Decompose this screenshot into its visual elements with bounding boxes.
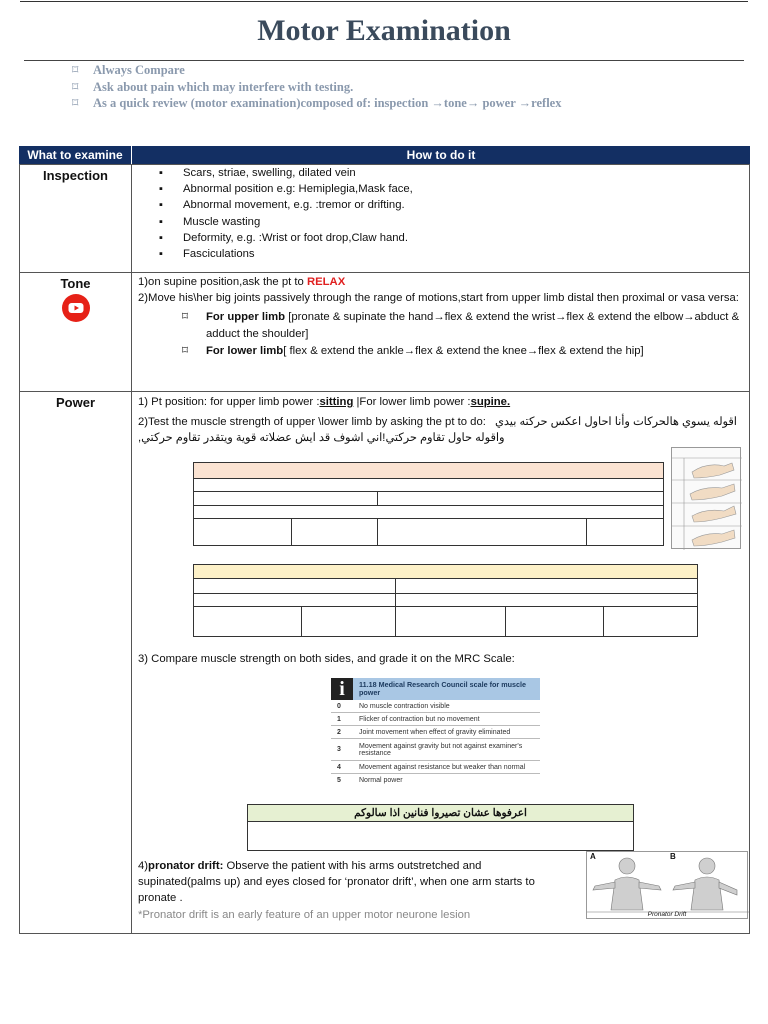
table-row-line xyxy=(194,606,697,607)
mrc-row: 0 No muscle contraction visible xyxy=(331,700,540,713)
arabic-note-2: واقوله حاول تقاوم حركتي!اني اشوف قد ايش عضلاته قوية ويتقدر تقاوم حركتي, xyxy=(138,432,505,445)
tone-label: Tone xyxy=(60,276,91,291)
mrc-row: 3 Movement against gravity but not against examiner's resistance xyxy=(331,739,540,761)
tone-step-1: 1)on supine position,ask the pt to RELAX xyxy=(138,276,346,288)
relax-text: RELAX xyxy=(306,276,346,288)
tip-item: ⌑ As a quick review (motor examination)composed of: inspection →tone→ power →reflex xyxy=(72,96,562,110)
figure-label-b: B xyxy=(670,852,676,861)
tone-sublist xyxy=(138,309,744,359)
column-header-how: How to do it xyxy=(132,146,750,164)
youtube-icon[interactable] xyxy=(62,294,90,322)
table-header-band xyxy=(194,565,697,579)
mrc-row: 5 Normal power xyxy=(337,777,403,784)
tone-content xyxy=(132,271,750,362)
table-col-line xyxy=(291,518,292,546)
inspection-list xyxy=(138,165,744,262)
list-item: ▪ Deformity, e.g. :Wrist or foot drop,Claw hand. xyxy=(159,230,744,246)
pronator-drift-illustration xyxy=(587,852,749,920)
mrc-title: Medical Research Council scale for muscle power xyxy=(359,680,526,697)
arabic-tip-box xyxy=(247,804,634,851)
tips-list xyxy=(72,62,561,112)
table-row-line xyxy=(194,505,663,506)
list-item: ▪ Abnormal position e.g: Hemiplegia,Mask face, xyxy=(159,181,744,197)
mrc-row: 2 Joint movement when effect of gravity eliminated xyxy=(331,726,540,739)
list-item: ⌑ For lower limb[ flex & extend the ankle→flex & extend the knee→flex & extend the hip] xyxy=(182,343,744,359)
table-col-line xyxy=(505,606,506,637)
upper-limb-table xyxy=(193,462,664,546)
table-col-line xyxy=(301,606,302,637)
arm-illustration xyxy=(672,448,742,550)
inspection-label: Inspection xyxy=(42,168,108,183)
figure-caption: Pronator Drift xyxy=(647,911,687,918)
table-header-band xyxy=(194,463,663,479)
bullet-icon: ⌑ xyxy=(72,79,79,94)
list-item: ▪ Fasciculations xyxy=(159,246,744,262)
table-col-line xyxy=(603,606,604,637)
pronator-drift-note: *Pronator drift is an early feature of an upper motor neurone lesion xyxy=(138,908,471,921)
page-title: Motor Examination xyxy=(257,14,511,47)
power-label: Power xyxy=(55,395,95,410)
power-step-3: 3) Compare muscle strength on both sides, and grade it on the MRC Scale: xyxy=(138,653,515,665)
mrc-scale-table xyxy=(331,678,540,794)
bullet-icon: ⌑ xyxy=(72,96,79,110)
table-row-line xyxy=(194,593,697,594)
pronator-drift-text: 4)pronator drift: Observe the patient with his arms outstretched and supinated(palms up) and eyes closed for ‘pronator drift’, when one arm starts to pronate . *Pronator drift is an early feature of an upper motor neurone lesion xyxy=(138,858,558,923)
info-icon: i xyxy=(331,678,353,700)
mrc-header xyxy=(331,678,540,700)
tip-item: ⌑ Ask about pain which may interfere with testing. xyxy=(72,79,354,94)
list-item: ▪ Abnormal movement, e.g. :tremor or drifting. xyxy=(159,197,744,213)
play-icon xyxy=(62,294,90,322)
list-item: ▪ Scars, striae, swelling, dilated vein xyxy=(159,165,744,181)
bullet-icon: ⌑ xyxy=(182,311,188,324)
tip-item: ⌑ Always Compare xyxy=(72,63,185,77)
tone-step-2: 2)Move his\her big joints passively through the range of motions,start from upper limb distal then proximal or vasa versa: xyxy=(138,292,739,305)
figure-label-a: A xyxy=(590,852,596,861)
arabic-tip-text: اعرفوها عشان تصيروا فنانين اذا سالوكم xyxy=(248,805,633,822)
mrc-number: 11.18 xyxy=(359,680,377,689)
table-row-line xyxy=(194,491,663,492)
power-step-1: 1) Pt position: for upper limb power :sitting |For lower limb power :supine. xyxy=(138,396,511,408)
arabic-note: اقوله يسوي هالحركات وأنا احاول اعكس حركته بيدي xyxy=(495,416,737,429)
power-step-2: 2)Test the muscle strength of upper \lower limb by asking the pt to do: اقوله يسوي هالحركات وأنا احاول اعكس حركته بيدي xyxy=(138,416,737,429)
title-rule xyxy=(24,60,744,61)
upper-limb-figure xyxy=(671,447,741,549)
lower-limb-table xyxy=(193,564,698,637)
bullet-icon: ⌑ xyxy=(182,344,188,357)
inspection-content xyxy=(132,162,750,265)
table-col-line xyxy=(377,518,378,546)
mrc-row: 4 Movement against resistance but weaker than normal xyxy=(331,761,540,774)
mrc-row: 1 Flicker of contraction but no movement xyxy=(331,713,540,726)
pronator-drift-figure xyxy=(586,851,748,919)
column-header-what: What to examine xyxy=(19,146,132,164)
list-item: ▪ Muscle wasting xyxy=(159,214,744,230)
table-col-line xyxy=(395,579,396,637)
table-row-line xyxy=(194,518,663,519)
list-item: ⌑ For upper limb [pronate & supinate the hand→flex & extend the wrist→flex & extend the elbow→abduct & adduct the shoulder] xyxy=(182,311,740,340)
table-col-line xyxy=(377,491,378,505)
bullet-icon: ⌑ xyxy=(72,63,79,77)
power-content xyxy=(132,391,750,450)
table-col-line xyxy=(586,518,587,546)
top-rule xyxy=(20,1,748,2)
